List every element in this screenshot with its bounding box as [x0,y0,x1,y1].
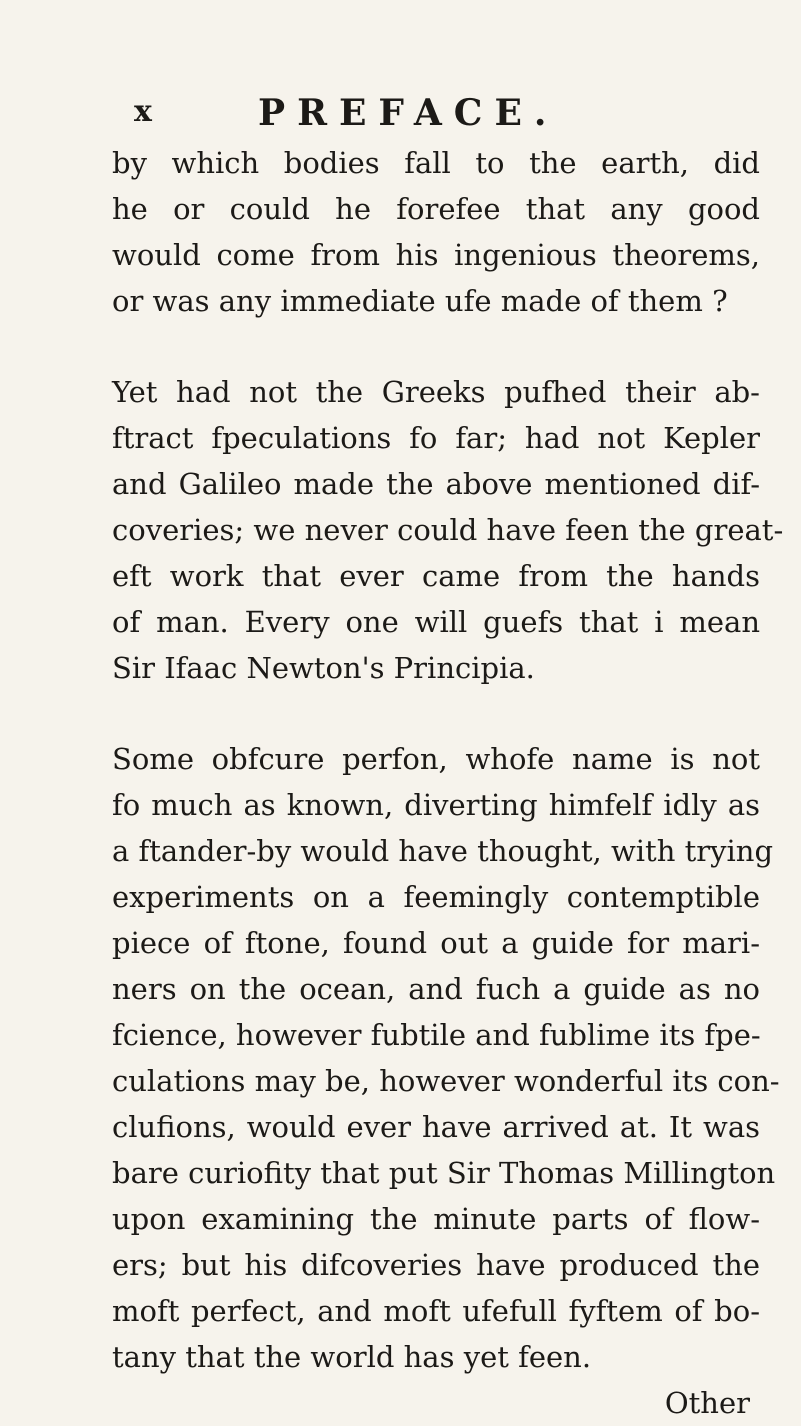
text-line: ners on the ocean, and fuch a guide as no [112,972,760,1006]
text-line: a ftander-by would have thought, with trying [112,834,774,868]
text-line: ers; but his difcoveries have produced the [112,1248,760,1282]
body-text [112,140,784,1426]
text-line: bare curiofity that put Sir Thomas Millington [112,1156,776,1190]
text-line: clufions, would ever have arrived at. It was [112,1110,760,1144]
text-line: eft work that ever came from the hands [112,559,760,593]
text-line: would come from his ingenious theorems, [112,238,760,272]
text-line: piece of ftone, found out a guide for mari- [112,926,760,960]
text-line: Some obfcure perfon, whofe name is not [112,742,760,776]
catchword: Other [664,1386,750,1420]
text-line: ftract fpeculations fo far; had not Kepler [112,421,760,455]
text-line: Yet had not the Greeks pufhed their ab- [112,375,760,409]
paragraph-2 [112,369,784,691]
text-line: experiments on a feemingly contemptible [112,880,760,914]
text-line: and Galileo made the above mentioned dif- [112,467,760,501]
text-line: tany that the world has yet feen. [112,1340,592,1374]
text-line: Sir Ifaac Newton's Principia. [112,651,535,685]
paragraph-gap [112,691,760,736]
text-line: fo much as known, diverting himfelf idly as [112,788,760,822]
paragraph-1 [112,140,760,324]
page-header [0,90,801,140]
page-number: x [134,94,152,129]
text-line: of man. Every one will guefs that i mean [112,605,760,639]
paragraph-3 [112,736,780,1380]
text-line: moft perfect, and moft ufefull fyftem of bo- [112,1294,760,1328]
text-line: culations may be, however wonderful its con- [112,1064,780,1098]
text-line: coveries; we never could have feen the great- [112,513,784,547]
text-line: upon examining the minute parts of flow- [112,1202,760,1236]
paragraph-gap [112,324,760,369]
text-line: or was any immediate ufe made of them ? [112,284,728,318]
text-line: he or could he forefee that any good [112,192,760,226]
text-line: by which bodies fall to the earth, did [112,146,760,180]
running-title: PREFACE. [258,92,559,134]
text-line: fcience, however fubtile and fublime its fpe- [112,1018,761,1052]
